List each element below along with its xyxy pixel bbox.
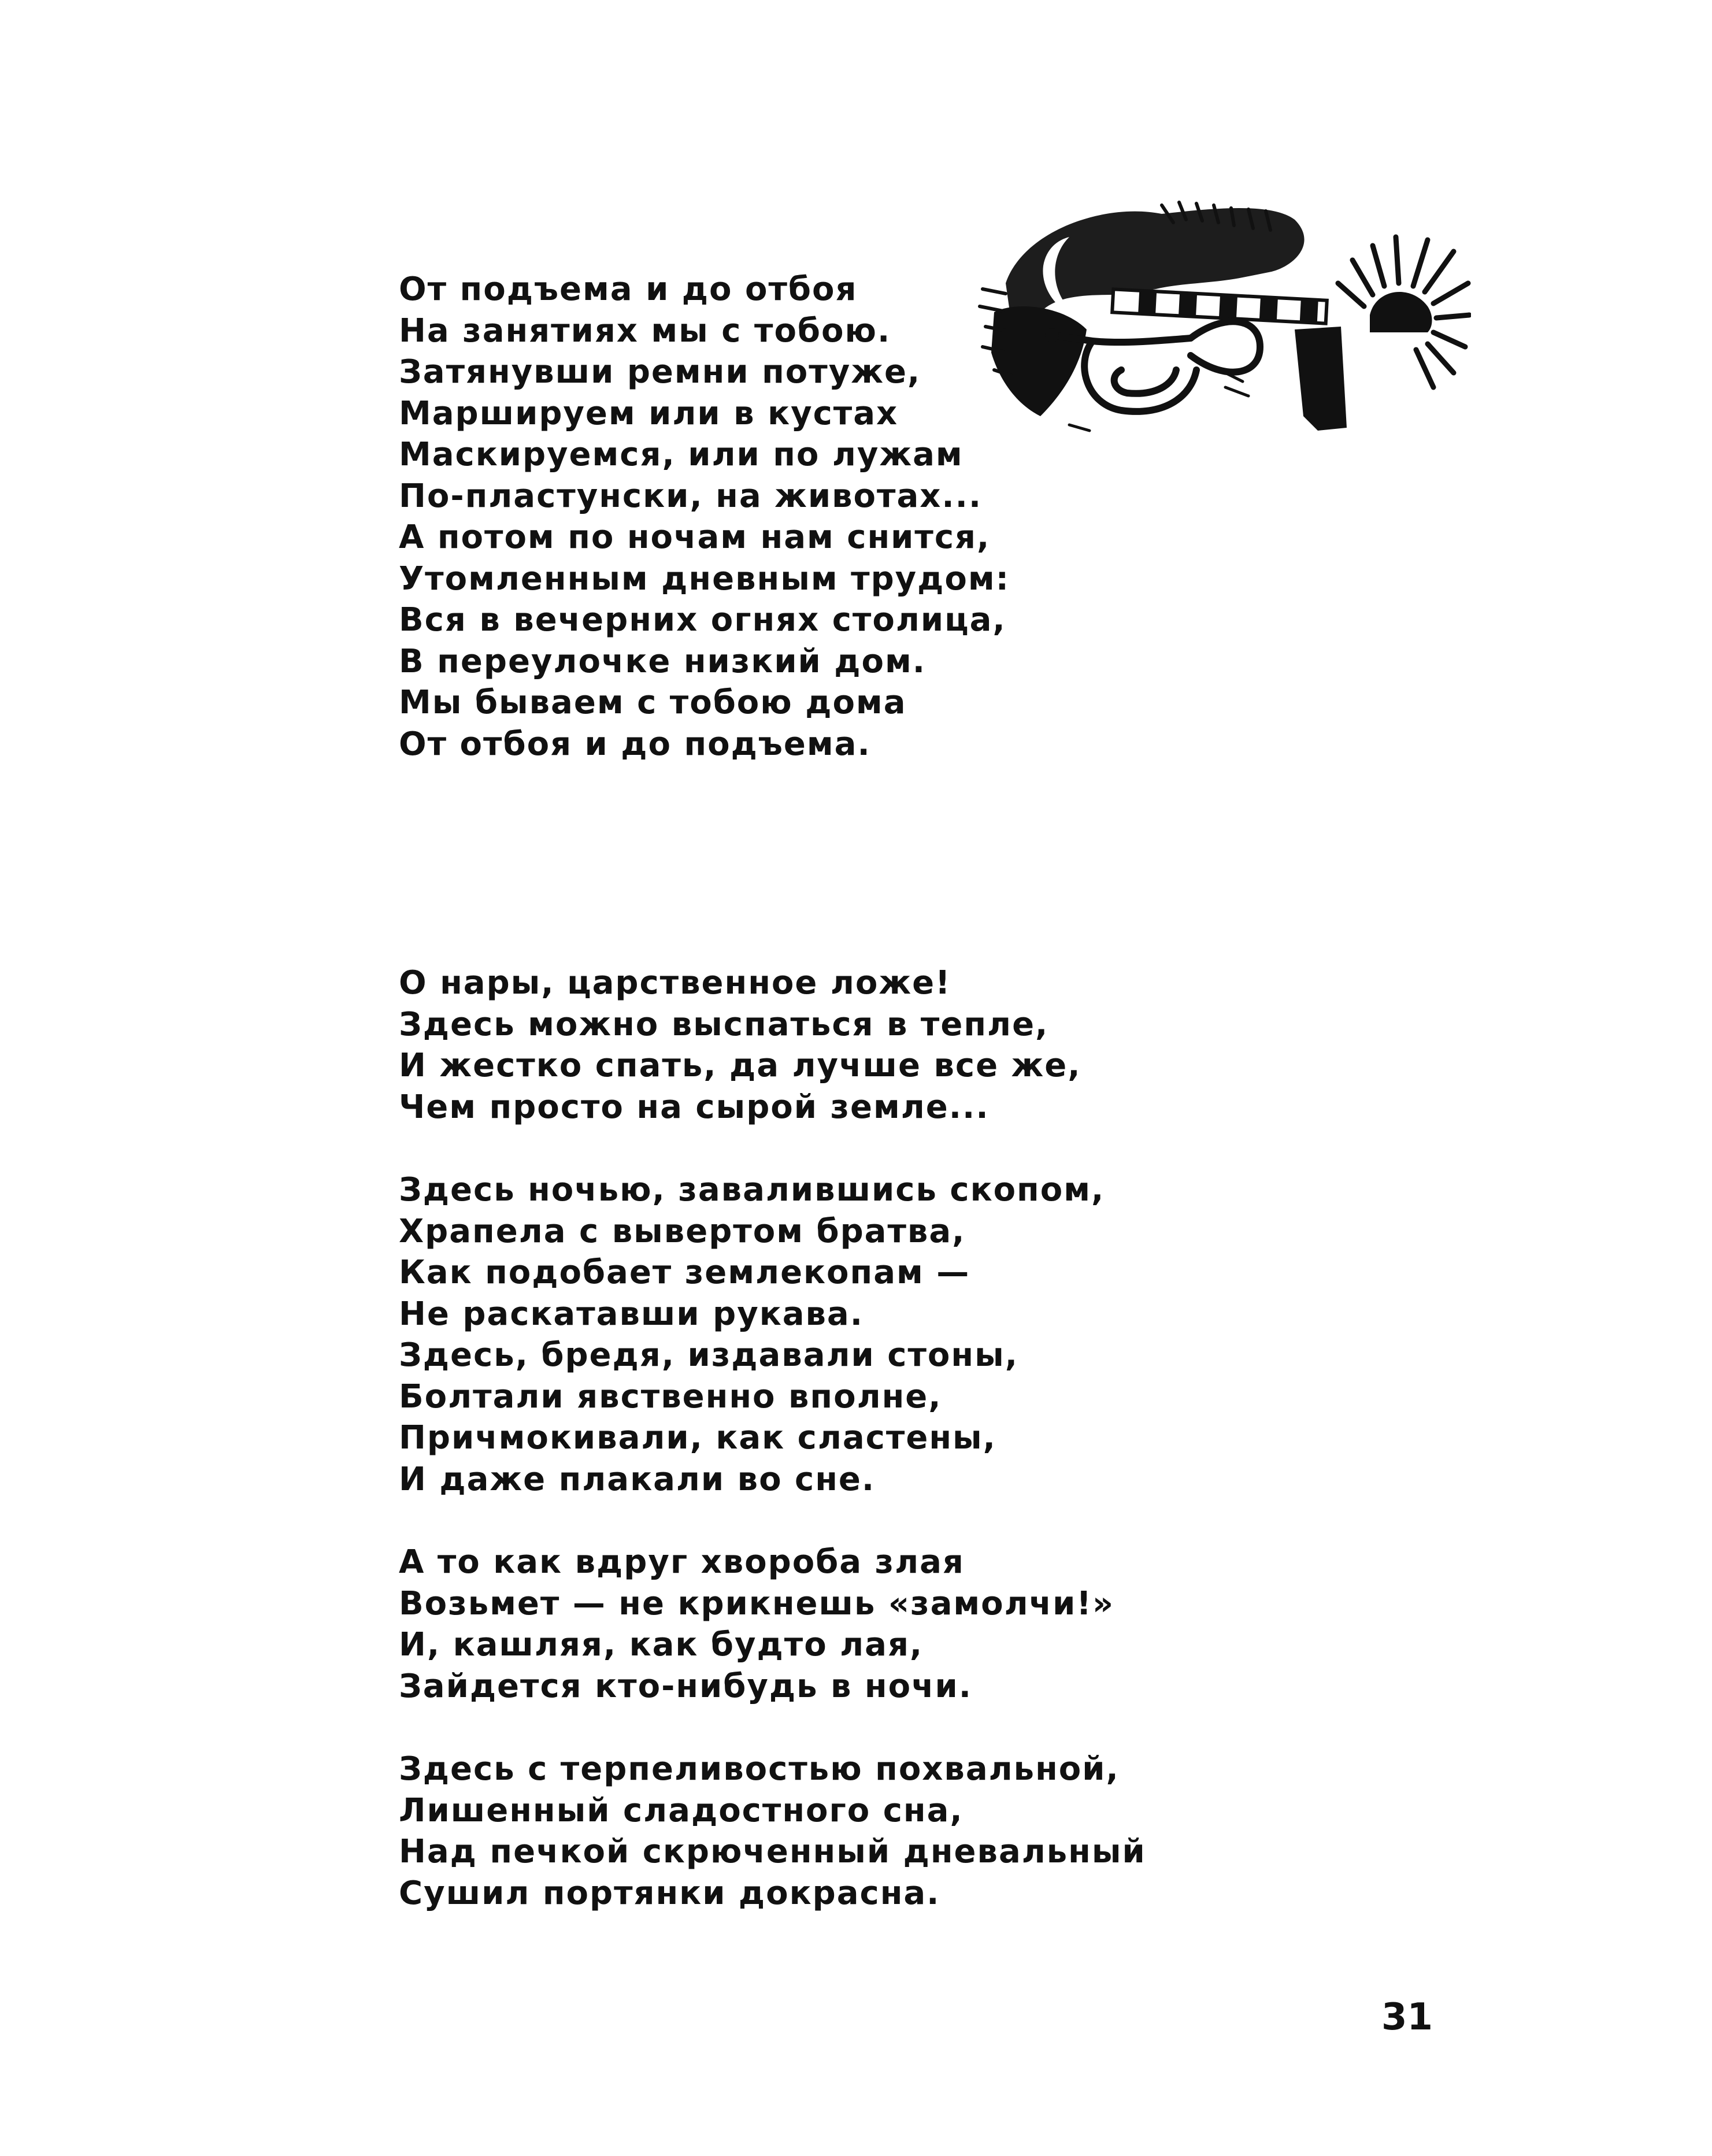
poem-line: Над печкой скрюченный дневальный xyxy=(399,1833,1146,1870)
page-number: 31 xyxy=(1381,1996,1433,2039)
poem-line: Болтали явственно вполне, xyxy=(399,1377,942,1416)
poem-1-stanza-1 xyxy=(399,269,1010,765)
poem-line: А потом по ночам нам снится, xyxy=(399,518,991,556)
poem-line: На занятиях мы с тобою. xyxy=(399,312,891,350)
poem-line: И жестко спать, да лучше все же, xyxy=(399,1047,1081,1084)
poem-line: Возьмет — не крикнешь «замолчи!» xyxy=(399,1584,1115,1622)
poem-line: Как подобает землекопам — xyxy=(399,1254,970,1291)
poem-line: Мы бываем с тобою дома xyxy=(399,684,907,721)
poem-line: Маршируем или в кустах xyxy=(399,394,899,432)
poem-1 xyxy=(399,269,1010,806)
poem-line: Не раскатавши рукава. xyxy=(399,1295,864,1333)
poem-2-stanza-2 xyxy=(399,1169,1146,1500)
poem-line: Здесь с терпеливостью похвальной, xyxy=(399,1750,1120,1788)
poem-2-stanza-4 xyxy=(399,1748,1146,1914)
poem-line: Маскируемся, или по лужам xyxy=(399,436,964,473)
poem-line: Здесь ночью, завалившись скопом, xyxy=(399,1171,1105,1209)
poem-2-stanza-3 xyxy=(399,1542,1146,1707)
poem-line: Здесь, бредя, издавали стоны, xyxy=(399,1336,1018,1374)
poem-line: И, кашляя, как будто лая, xyxy=(399,1626,924,1664)
poem-line: Лишенный сладостного сна, xyxy=(399,1791,964,1829)
poem-line: Затянувши ремни потуже, xyxy=(399,353,921,391)
poem-line: Здесь можно выспаться в тепле, xyxy=(399,1005,1049,1043)
poem-line: В переулочке низкий дом. xyxy=(399,642,927,680)
poem-line: И даже плакали во сне. xyxy=(399,1460,876,1498)
poem-line: От подъема и до отбоя xyxy=(399,271,858,308)
poem-line: По-пластунски, на животах... xyxy=(399,477,983,515)
poem-2 xyxy=(399,962,1146,1955)
poem-line: Сушил портянки докрасна. xyxy=(399,1874,940,1912)
poem-line: Зайдется кто-нибудь в ночи. xyxy=(399,1667,973,1705)
poem-line: О нары, царственное ложе! xyxy=(399,964,951,1002)
poem-2-stanza-1 xyxy=(399,962,1146,1128)
poem-line: Утомленным дневным трудом: xyxy=(399,560,1010,598)
poem-line: От отбоя и до подъема. xyxy=(399,725,871,763)
poem-line: Причмокивали, как сластены, xyxy=(399,1419,996,1457)
poem-line: Чем просто на сырой земле... xyxy=(399,1088,990,1126)
poem-line: Храпела с вывертом братва, xyxy=(399,1212,966,1250)
bugle-illustration-icon xyxy=(971,197,1471,439)
poem-line: Вся в вечерних огнях столица, xyxy=(399,601,1006,639)
poem-line: А то как вдруг хвороба злая xyxy=(399,1543,965,1581)
